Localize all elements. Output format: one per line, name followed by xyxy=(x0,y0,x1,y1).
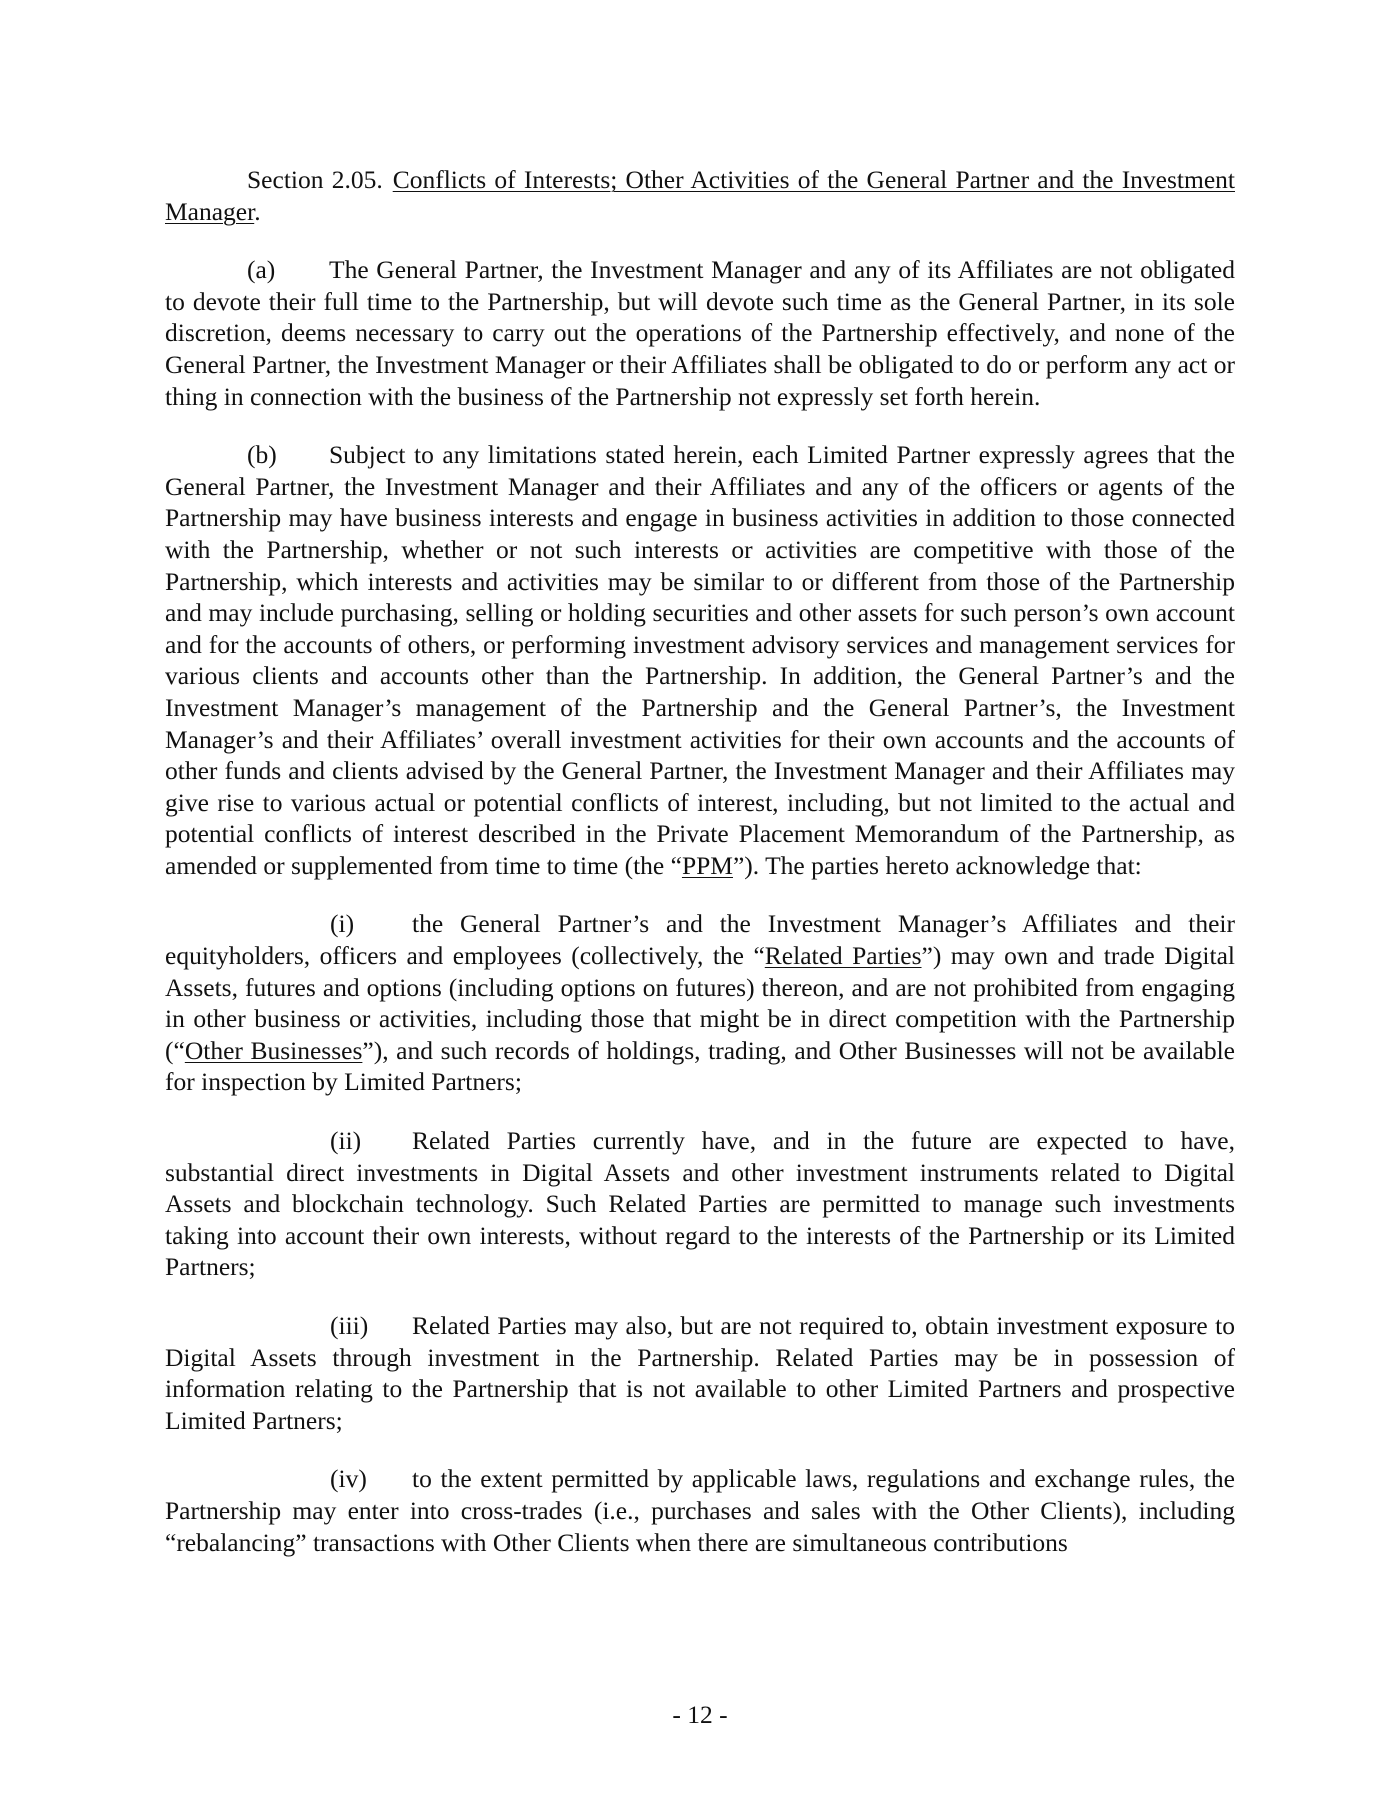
paragraph-b-text: Subject to any limitations stated herein, each Limited Partner expressly agrees that the General Partner, the Investment Manager and their Affiliates and any of the officers or agents of the Partnership may have business interests and engage in business activities in addition to those connected with the Partnership, whether or not such interests or activities are competitive with those of the Partnership, which interests and activities may be similar to or different from those of the Partnership and may include purchasing, selling or holding securities and other assets for such person’s own account and for the accounts of others, or performing investment advisory services and management services for various clients and accounts other than the Partnership. In addition, the General Partner’s and the Investment Manager’s management of the Partnership and the General Partner’s, the Investment Manager’s and their Affiliates’ overall investment activities for their own accounts and the accounts of other funds and clients advised by the General Partner, the Investment Manager and their Affiliates may give rise to various actual or potential conflicts of interest, including, but not limited to the actual and potential conflicts of interest described in the Private Placement Memorandum of the Partnership, as amended or supplemented from time to time (the “ xyxy=(165,440,1235,880)
paragraph-b-text-end: ”). The parties hereto acknowledge that: xyxy=(732,850,1142,880)
item-iii xyxy=(165,1310,1235,1436)
paragraph-b xyxy=(165,439,1235,881)
item-iii-text: Related Parties may also, but are not required to, obtain investment exposure to Digital Assets through investment in the Partnership. Related Parties may be in possession of information relating to the Partnership that is not available to other Limited Partners and prospective Limited Partners; xyxy=(165,1311,1235,1435)
defined-term-ppm: PPM xyxy=(681,850,733,880)
section-number: Section 2.05. xyxy=(247,165,383,194)
item-i xyxy=(165,908,1235,1098)
section-title-end: . xyxy=(254,196,261,226)
item-i-text-2: ”) may own and trade Digital Assets, futures and options (including options on futures) thereon, and are not prohibited from engaging in other business or activities, including those that might be in direct competition with the Partnership (“ xyxy=(165,941,1235,1065)
item-ii-text: Related Parties currently have, and in the future are expected to have, substantial direct investments in Digital Assets and other investment instruments related to Digital Assets and blockchain technology. Such Related Parties are permitted to manage such investments taking into account their own interests, without regard to the interests of the Partnership or its Limited Partners; xyxy=(165,1126,1235,1282)
section-heading xyxy=(165,164,1235,227)
paragraph-a-text: The General Partner, the Investment Manager and any of its Affiliates are not obligated to devote their full time to the Partnership, but will devote such time as the General Partner, in its sole discretion, deems necessary to carry out the operations of the Partnership effectively, and none of the General Partner, the Investment Manager or their Affiliates shall be obligated to do or perform any act or thing in connection with the business of the Partnership not expressly set forth herein. xyxy=(165,255,1235,411)
defined-term-other-businesses: Other Businesses xyxy=(184,1035,363,1065)
paragraph-b-label: (b) xyxy=(247,440,277,470)
defined-term-related-parties: Related Parties xyxy=(764,941,922,971)
section-title: Conflicts of Interests; Other Activities of the General Partner and the Investment Manager xyxy=(165,165,1235,226)
item-ii xyxy=(165,1125,1235,1283)
item-i-text-3: ”), and such records of holdings, trading, and Other Businesses will not be available for inspection by Limited Partners; xyxy=(165,1035,1235,1097)
document-body xyxy=(165,164,1235,1585)
item-i-text-1: the General Partner’s and the Investment Manager’s Affiliates and their equityholders, officers and employees (collectively, the “ xyxy=(165,909,1235,971)
page-number: - 12 - xyxy=(672,1700,728,1729)
item-iv-label: (iv) xyxy=(330,1464,367,1494)
item-ii-label: (ii) xyxy=(330,1126,362,1156)
item-iii-label: (iii) xyxy=(330,1311,369,1340)
paragraph-a xyxy=(165,254,1235,412)
item-i-label: (i) xyxy=(330,909,355,939)
item-iv xyxy=(165,1463,1235,1558)
item-iv-text: to the extent permitted by applicable laws, regulations and exchange rules, the Partnership may enter into cross-trades (i.e., purchases and sales with the Other Clients), including “rebalancing” transactions with Other Clients when there are simultaneous contributions xyxy=(165,1464,1235,1557)
paragraph-a-label: (a) xyxy=(247,255,276,285)
